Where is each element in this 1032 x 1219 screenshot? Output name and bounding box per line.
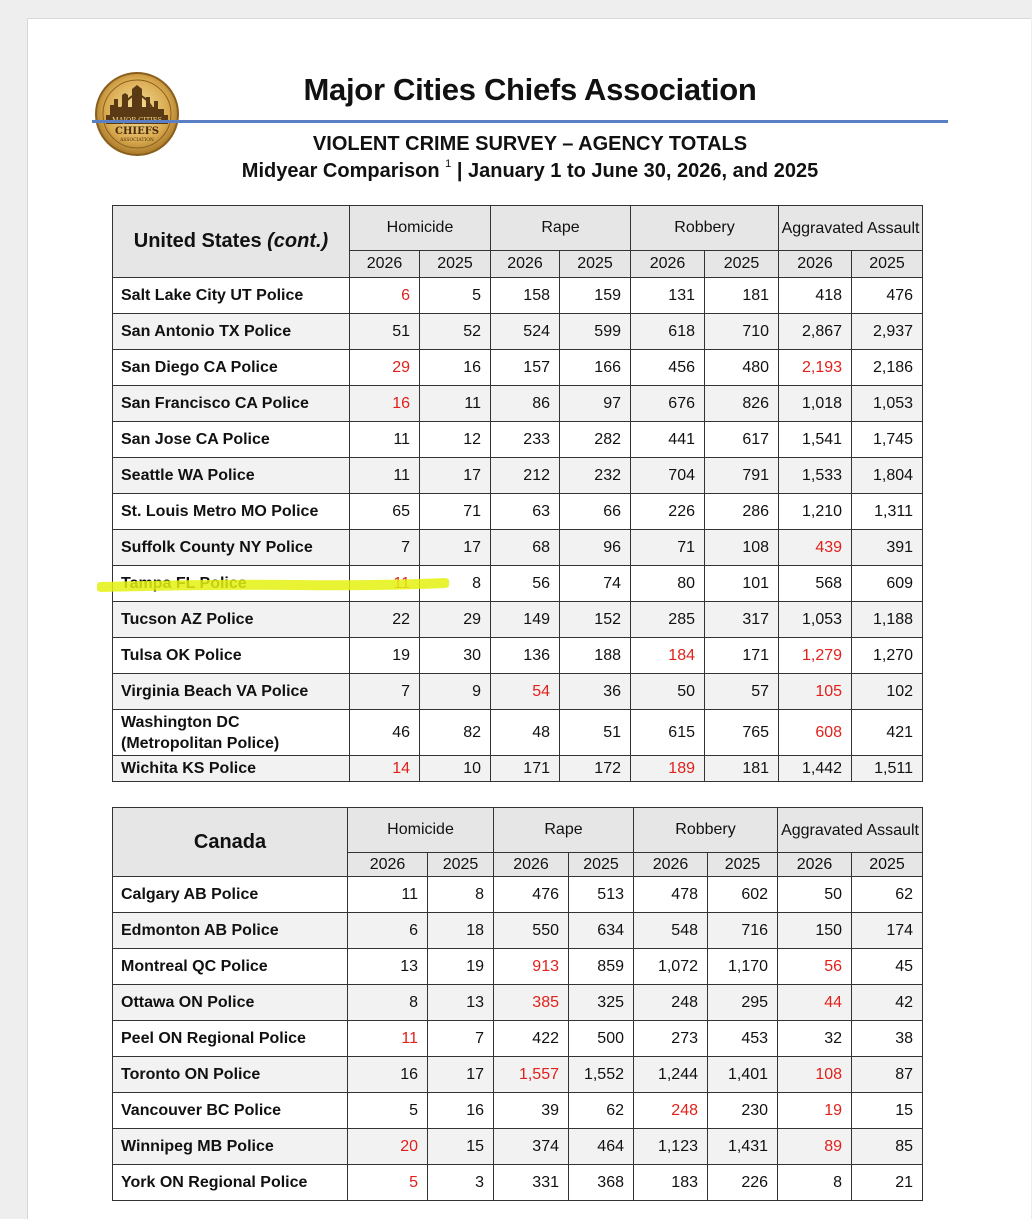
value-cell: 476	[494, 877, 569, 913]
value-cell: 56	[491, 566, 560, 602]
rape-header: Rape	[494, 808, 634, 853]
value-cell: 39	[494, 1093, 569, 1129]
value-cell: 1,210	[779, 494, 852, 530]
value-cell: 51	[560, 710, 631, 756]
value-cell: 602	[708, 877, 778, 913]
us-crime-table	[112, 205, 923, 782]
value-cell: 17	[420, 458, 491, 494]
value-cell: 524	[491, 314, 560, 350]
value-cell: 172	[560, 756, 631, 782]
value-cell: 1,552	[569, 1057, 634, 1093]
value-cell: 608	[779, 710, 852, 756]
value-cell: 1,279	[779, 638, 852, 674]
report-title: VIOLENT CRIME SURVEY – AGENCY TOTALS	[312, 133, 748, 155]
value-cell: 634	[569, 913, 634, 949]
value-cell: 108	[705, 530, 779, 566]
value-cell: 42	[852, 985, 923, 1021]
year-header: 2026	[779, 251, 852, 278]
robbery-header: Robbery	[634, 808, 778, 853]
year-header: 2026	[631, 251, 705, 278]
value-cell: 136	[491, 638, 560, 674]
value-cell: 441	[631, 422, 705, 458]
value-cell: 618	[631, 314, 705, 350]
year-header: 2025	[852, 251, 923, 278]
value-cell: 273	[634, 1021, 708, 1057]
agency-name: Tulsa OK Police	[113, 638, 350, 674]
agency-name: Winnipeg MB Police	[113, 1129, 348, 1165]
table-row	[113, 1165, 923, 1201]
year-header: 2025	[428, 853, 494, 877]
value-cell: 9	[420, 674, 491, 710]
year-header: 2026	[491, 251, 560, 278]
table-row	[113, 985, 923, 1021]
value-cell: 8	[778, 1165, 852, 1201]
value-cell: 21	[852, 1165, 923, 1201]
value-cell: 159	[560, 278, 631, 314]
value-cell: 11	[350, 422, 420, 458]
value-cell: 108	[778, 1057, 852, 1093]
value-cell: 285	[631, 602, 705, 638]
value-cell: 14	[350, 756, 420, 782]
footnote-marker: 1	[445, 158, 452, 170]
value-cell: 7	[350, 530, 420, 566]
table-row	[113, 1093, 923, 1129]
value-cell: 80	[631, 566, 705, 602]
value-cell: 48	[491, 710, 560, 756]
value-cell: 57	[705, 674, 779, 710]
agency-name: Calgary AB Police	[113, 877, 348, 913]
value-cell: 13	[428, 985, 494, 1021]
value-cell: 391	[852, 530, 923, 566]
agency-name: Edmonton AB Police	[113, 913, 348, 949]
value-cell: 1,533	[779, 458, 852, 494]
year-header: 2025	[560, 251, 631, 278]
canada-crime-table	[112, 807, 923, 1201]
value-cell: 102	[852, 674, 923, 710]
value-cell: 1,123	[634, 1129, 708, 1165]
value-cell: 226	[708, 1165, 778, 1201]
value-cell: 230	[708, 1093, 778, 1129]
value-cell: 5	[420, 278, 491, 314]
value-cell: 548	[634, 913, 708, 949]
value-cell: 282	[560, 422, 631, 458]
value-cell: 331	[494, 1165, 569, 1201]
value-cell: 68	[491, 530, 560, 566]
agency-name: Peel ON Regional Police	[113, 1021, 348, 1057]
value-cell: 16	[348, 1057, 428, 1093]
value-cell: 480	[705, 350, 779, 386]
value-cell: 2,937	[852, 314, 923, 350]
value-cell: 17	[428, 1057, 494, 1093]
value-cell: 158	[491, 278, 560, 314]
table-row	[113, 602, 923, 638]
value-cell: 19	[428, 949, 494, 985]
value-cell: 1,541	[779, 422, 852, 458]
value-cell: 1,244	[634, 1057, 708, 1093]
value-cell: 1,431	[708, 1129, 778, 1165]
table-row	[113, 566, 923, 602]
value-cell: 11	[350, 458, 420, 494]
value-cell: 6	[348, 913, 428, 949]
value-cell: 1,270	[852, 638, 923, 674]
value-cell: 453	[708, 1021, 778, 1057]
value-cell: 599	[560, 314, 631, 350]
value-cell: 478	[634, 877, 708, 913]
value-cell: 1,557	[494, 1057, 569, 1093]
value-cell: 476	[852, 278, 923, 314]
value-cell: 374	[494, 1129, 569, 1165]
value-cell: 50	[778, 877, 852, 913]
value-cell: 418	[779, 278, 852, 314]
table-row	[113, 710, 923, 756]
value-cell: 6	[350, 278, 420, 314]
value-cell: 183	[634, 1165, 708, 1201]
table-row	[113, 494, 923, 530]
table-row	[113, 422, 923, 458]
agency-name: Montreal QC Police	[113, 949, 348, 985]
table-row	[113, 949, 923, 985]
value-cell: 29	[420, 602, 491, 638]
table-row	[113, 756, 923, 782]
agency-name: Tucson AZ Police	[113, 602, 350, 638]
value-cell: 36	[560, 674, 631, 710]
homicide-header: Homicide	[350, 206, 491, 251]
value-cell: 71	[631, 530, 705, 566]
region-header: Canada	[113, 808, 348, 877]
value-cell: 826	[705, 386, 779, 422]
value-cell: 765	[705, 710, 779, 756]
value-cell: 500	[569, 1021, 634, 1057]
value-cell: 87	[852, 1057, 923, 1093]
value-cell: 62	[852, 877, 923, 913]
value-cell: 248	[634, 1093, 708, 1129]
value-cell: 174	[852, 913, 923, 949]
value-cell: 212	[491, 458, 560, 494]
value-cell: 615	[631, 710, 705, 756]
table-row	[113, 314, 923, 350]
value-cell: 86	[491, 386, 560, 422]
year-header: 2026	[634, 853, 708, 877]
value-cell: 11	[350, 566, 420, 602]
agency-name: Vancouver BC Police	[113, 1093, 348, 1129]
assault-header: Aggravated Assault	[778, 808, 923, 853]
value-cell: 710	[705, 314, 779, 350]
value-cell: 188	[560, 638, 631, 674]
value-cell: 325	[569, 985, 634, 1021]
agency-name: Salt Lake City UT Police	[113, 278, 350, 314]
value-cell: 368	[569, 1165, 634, 1201]
value-cell: 513	[569, 877, 634, 913]
table-row	[113, 674, 923, 710]
value-cell: 105	[779, 674, 852, 710]
value-cell: 1,745	[852, 422, 923, 458]
value-cell: 439	[779, 530, 852, 566]
value-cell: 54	[491, 674, 560, 710]
table-row	[113, 350, 923, 386]
svg-text:CHIEFS: CHIEFS	[114, 126, 160, 137]
year-header: 2025	[708, 853, 778, 877]
year-header: 2026	[778, 853, 852, 877]
value-cell: 456	[631, 350, 705, 386]
value-cell: 226	[631, 494, 705, 530]
table-row	[113, 1057, 923, 1093]
value-cell: 422	[494, 1021, 569, 1057]
year-header: 2026	[494, 853, 569, 877]
value-cell: 1,072	[634, 949, 708, 985]
value-cell: 233	[491, 422, 560, 458]
agency-name: San Diego CA Police	[113, 350, 350, 386]
agency-name: Virginia Beach VA Police	[113, 674, 350, 710]
value-cell: 82	[420, 710, 491, 756]
value-cell: 286	[705, 494, 779, 530]
value-cell: 63	[491, 494, 560, 530]
value-cell: 97	[560, 386, 631, 422]
value-cell: 184	[631, 638, 705, 674]
value-cell: 1,804	[852, 458, 923, 494]
value-cell: 89	[778, 1129, 852, 1165]
table-row	[113, 458, 923, 494]
value-cell: 2,186	[852, 350, 923, 386]
value-cell: 8	[348, 985, 428, 1021]
value-cell: 45	[852, 949, 923, 985]
value-cell: 13	[348, 949, 428, 985]
value-cell: 131	[631, 278, 705, 314]
value-cell: 19	[350, 638, 420, 674]
region-header: United States (cont.)	[113, 206, 350, 278]
assault-header: Aggravated Assault	[779, 206, 923, 251]
value-cell: 8	[420, 566, 491, 602]
value-cell: 51	[350, 314, 420, 350]
value-cell: 16	[428, 1093, 494, 1129]
value-cell: 56	[778, 949, 852, 985]
value-cell: 8	[428, 877, 494, 913]
agency-name: York ON Regional Police	[113, 1165, 348, 1201]
value-cell: 32	[778, 1021, 852, 1057]
agency-name: San Francisco CA Police	[113, 386, 350, 422]
value-cell: 12	[420, 422, 491, 458]
value-cell: 464	[569, 1129, 634, 1165]
value-cell: 550	[494, 913, 569, 949]
year-header: 2025	[420, 251, 491, 278]
value-cell: 10	[420, 756, 491, 782]
homicide-header: Homicide	[348, 808, 494, 853]
value-cell: 101	[705, 566, 779, 602]
value-cell: 29	[350, 350, 420, 386]
table-row	[113, 877, 923, 913]
table-row	[113, 1129, 923, 1165]
agency-name: Seattle WA Police	[113, 458, 350, 494]
year-header: 2025	[705, 251, 779, 278]
value-cell: 7	[350, 674, 420, 710]
table-row	[113, 638, 923, 674]
rape-header: Rape	[491, 206, 631, 251]
value-cell: 704	[631, 458, 705, 494]
agency-name: San Antonio TX Police	[113, 314, 350, 350]
agency-name: Washington DC (Metropolitan Police)	[113, 710, 350, 756]
table-row	[113, 1021, 923, 1057]
value-cell: 1,511	[852, 756, 923, 782]
value-cell: 1,053	[852, 386, 923, 422]
agency-name: San Jose CA Police	[113, 422, 350, 458]
value-cell: 617	[705, 422, 779, 458]
value-cell: 22	[350, 602, 420, 638]
value-cell: 791	[705, 458, 779, 494]
value-cell: 16	[420, 350, 491, 386]
value-cell: 1,401	[708, 1057, 778, 1093]
value-cell: 1,188	[852, 602, 923, 638]
value-cell: 16	[350, 386, 420, 422]
value-cell: 609	[852, 566, 923, 602]
value-cell: 189	[631, 756, 705, 782]
agency-name: Toronto ON Police	[113, 1057, 348, 1093]
value-cell: 317	[705, 602, 779, 638]
value-cell: 232	[560, 458, 631, 494]
value-cell: 30	[420, 638, 491, 674]
value-cell: 15	[428, 1129, 494, 1165]
value-cell: 716	[708, 913, 778, 949]
svg-text:ASSOCIATION: ASSOCIATION	[120, 138, 154, 143]
value-cell: 7	[428, 1021, 494, 1057]
value-cell: 96	[560, 530, 631, 566]
value-cell: 152	[560, 602, 631, 638]
value-cell: 74	[560, 566, 631, 602]
value-cell: 38	[852, 1021, 923, 1057]
value-cell: 18	[428, 913, 494, 949]
value-cell: 2,867	[779, 314, 852, 350]
organization-title: Major Cities Chiefs Association	[303, 72, 757, 107]
value-cell: 1,018	[779, 386, 852, 422]
value-cell: 913	[494, 949, 569, 985]
agency-name: Wichita KS Police	[113, 756, 350, 782]
value-cell: 52	[420, 314, 491, 350]
value-cell: 19	[778, 1093, 852, 1129]
value-cell: 1,311	[852, 494, 923, 530]
value-cell: 15	[852, 1093, 923, 1129]
value-cell: 5	[348, 1165, 428, 1201]
value-cell: 50	[631, 674, 705, 710]
value-cell: 859	[569, 949, 634, 985]
value-cell: 2,193	[779, 350, 852, 386]
value-cell: 66	[560, 494, 631, 530]
value-cell: 248	[634, 985, 708, 1021]
year-header: 2026	[350, 251, 420, 278]
value-cell: 421	[852, 710, 923, 756]
value-cell: 1,442	[779, 756, 852, 782]
value-cell: 1,170	[708, 949, 778, 985]
value-cell: 71	[420, 494, 491, 530]
value-cell: 150	[778, 913, 852, 949]
value-cell: 676	[631, 386, 705, 422]
table-row	[113, 913, 923, 949]
year-header: 2026	[348, 853, 428, 877]
value-cell: 11	[348, 877, 428, 913]
agency-name: Suffolk County NY Police	[113, 530, 350, 566]
agency-name: Ottawa ON Police	[113, 985, 348, 1021]
year-header: 2025	[852, 853, 923, 877]
value-cell: 1,053	[779, 602, 852, 638]
table-row	[113, 530, 923, 566]
header-rule	[92, 120, 948, 123]
value-cell: 65	[350, 494, 420, 530]
agency-name: Tampa FL Police	[113, 566, 350, 602]
year-header: 2025	[569, 853, 634, 877]
value-cell: 181	[705, 278, 779, 314]
value-cell: 46	[350, 710, 420, 756]
value-cell: 157	[491, 350, 560, 386]
chiefs-association-logo	[92, 71, 182, 157]
value-cell: 11	[348, 1021, 428, 1057]
value-cell: 181	[705, 756, 779, 782]
agency-name: St. Louis Metro MO Police	[113, 494, 350, 530]
robbery-header: Robbery	[631, 206, 779, 251]
value-cell: 3	[428, 1165, 494, 1201]
value-cell: 166	[560, 350, 631, 386]
value-cell: 11	[420, 386, 491, 422]
value-cell: 171	[705, 638, 779, 674]
value-cell: 44	[778, 985, 852, 1021]
value-cell: 85	[852, 1129, 923, 1165]
value-cell: 62	[569, 1093, 634, 1129]
table-row	[113, 386, 923, 422]
value-cell: 385	[494, 985, 569, 1021]
value-cell: 149	[491, 602, 560, 638]
value-cell: 295	[708, 985, 778, 1021]
value-cell: 568	[779, 566, 852, 602]
table-row	[113, 278, 923, 314]
value-cell: 5	[348, 1093, 428, 1129]
value-cell: 171	[491, 756, 560, 782]
value-cell: 20	[348, 1129, 428, 1165]
report-subtitle: Midyear Comparison $^1$ | January 1 to June 30, 2026, and 2025	[241, 158, 819, 182]
value-cell: 17	[420, 530, 491, 566]
